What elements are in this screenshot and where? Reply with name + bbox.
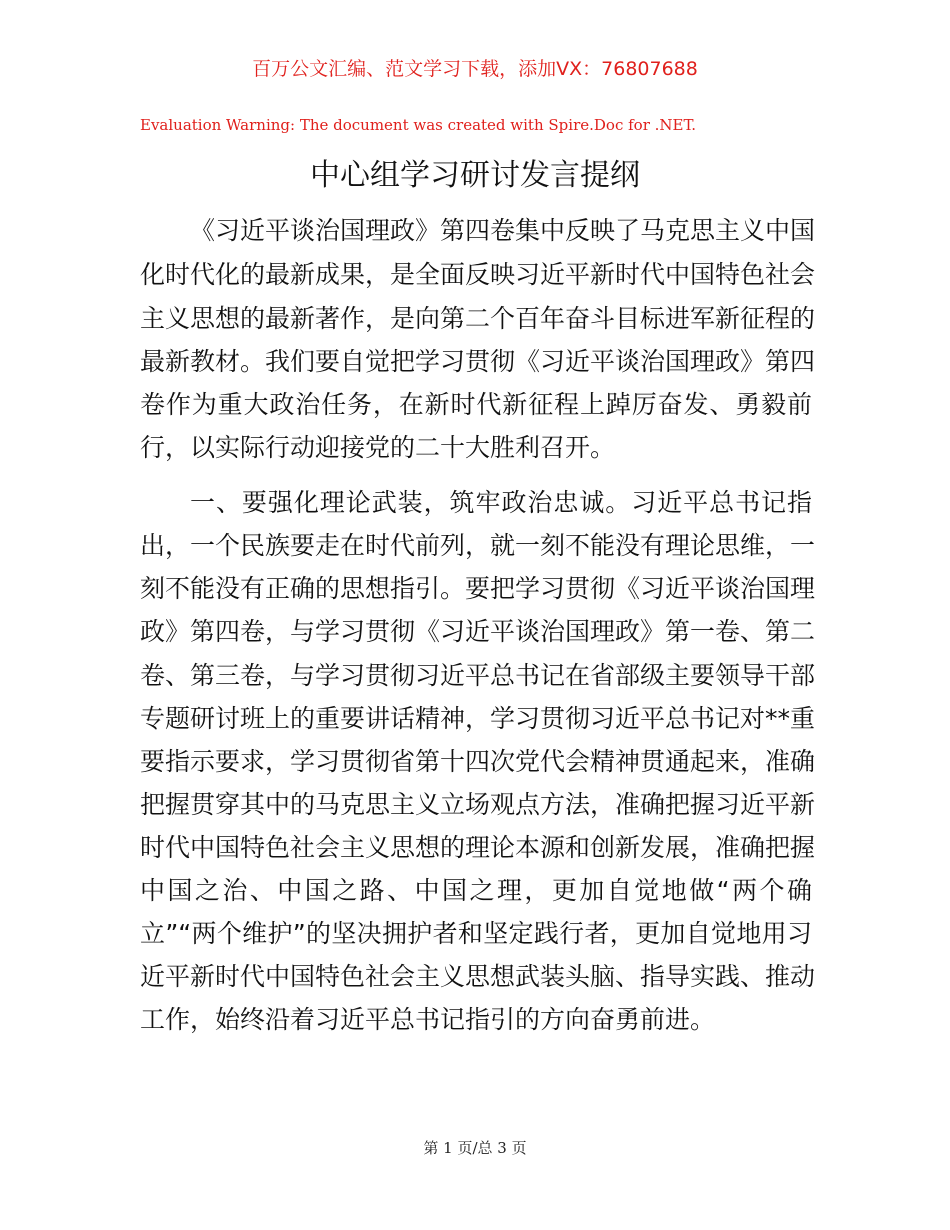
paragraph-line: 专题研讨班上的重要讲话精神，学习贯彻习近平总书记对**重: [140, 704, 816, 733]
paragraph-line: 中国之治、中国之路、中国之理，更加自觉地做“两个确: [140, 876, 812, 905]
paragraph-line: 主义思想的最新著作，是向第二个百年奋斗目标进军新征程的: [140, 304, 816, 333]
paragraph-line: 最新教材。我们要自觉把学习贯彻《习近平谈治国理政》第四: [140, 347, 816, 376]
paragraph-line: 一、要强化理论武装，筑牢政治忠诚。习近平总书记指: [190, 488, 812, 517]
evaluation-warning: Evaluation Warning: The document was created with Spire.Doc for .NET.: [140, 116, 697, 134]
paragraph-line: 行，以实际行动迎接党的二十大胜利召开。: [140, 433, 616, 462]
paragraph-line: 化时代化的最新成果，是全面反映习近平新时代中国特色社会: [140, 260, 816, 289]
paragraph-line: 出，一个民族要走在时代前列，就一刻不能没有理论思维，一: [140, 531, 816, 560]
page-number-footer: 第 1 页/总 3 页: [423, 1139, 527, 1157]
paragraph-line: 工作，始终沿着习近平总书记指引的方向奋勇前进。: [140, 1005, 716, 1034]
paragraph-line: 《习近平谈治国理政》第四卷集中反映了马克思主义中国: [190, 216, 816, 245]
paragraph-line: 把握贯穿其中的马克思主义立场观点方法，准确把握习近平新: [140, 790, 816, 819]
paragraph-line: 卷作为重大政治任务，在新时代新征程上踔厉奋发、勇毅前: [140, 390, 812, 419]
paragraph-line: 立”“两个维护”的坚决拥护者和坚定践行者，更加自觉地用习: [140, 919, 812, 948]
header-banner: 百万公文汇编、范文学习下载，添加VX：76807688: [252, 58, 698, 80]
document-title: 中心组学习研讨发言提纲: [310, 158, 640, 193]
paragraph-line: 政》第四卷，与学习贯彻《习近平谈治国理政》第一卷、第二: [140, 617, 816, 646]
paragraph-line: 卷、第三卷，与学习贯彻习近平总书记在省部级主要领导干部: [140, 661, 816, 690]
paragraph-line: 刻不能没有正确的思想指引。要把学习贯彻《习近平谈治国理: [140, 574, 816, 603]
paragraph-line: 近平新时代中国特色社会主义思想武装头脑、指导实践、推动: [140, 962, 816, 991]
paragraph-line: 时代中国特色社会主义思想的理论本源和创新发展，准确把握: [140, 833, 816, 862]
paragraph-line: 要指示要求，学习贯彻省第十四次党代会精神贯通起来，准确: [140, 747, 816, 776]
